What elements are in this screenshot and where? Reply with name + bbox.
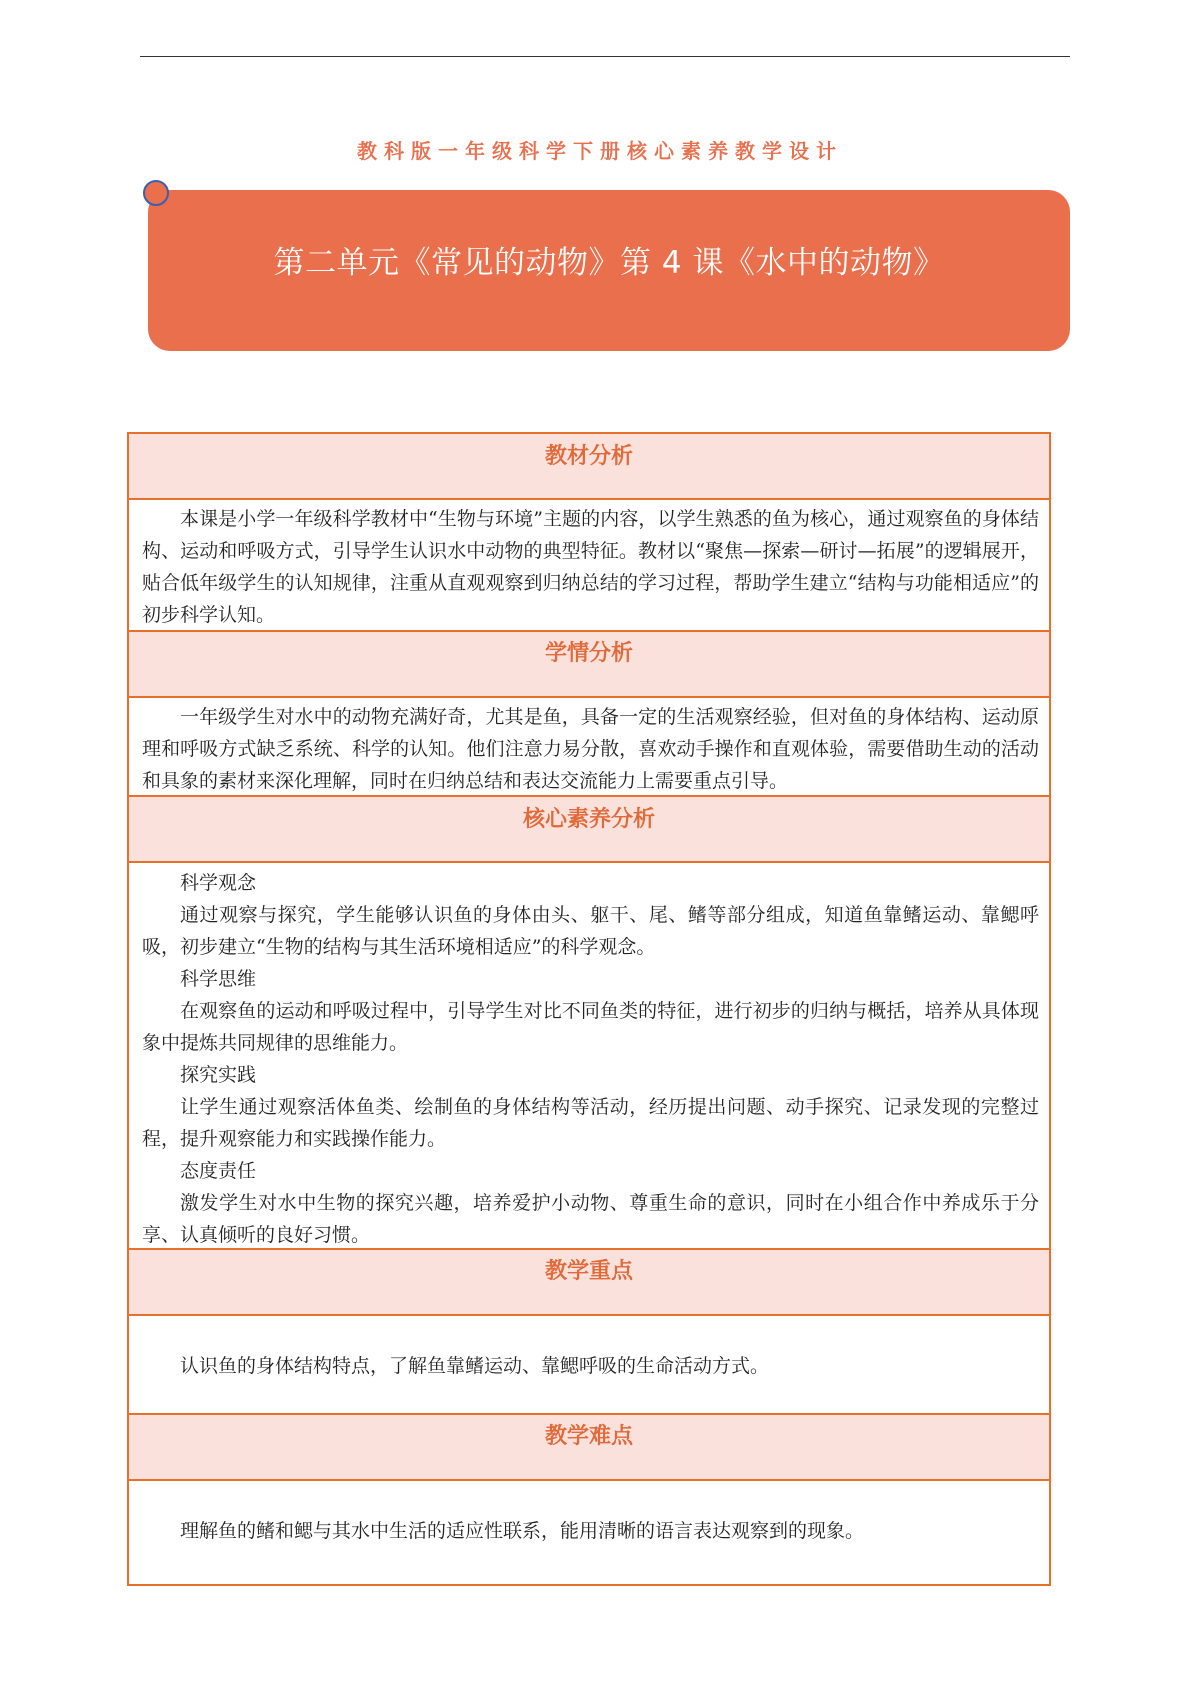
- literacy-item-text: 让学生通过观察活体鱼类、绘制鱼的身体结构等活动，经历提出问题、动手探究、记录发现的完整过程，提升观察能力和实践操作能力。: [142, 1096, 1039, 1150]
- series-title: 教科版一年级科学下册核心素养教学设计: [357, 139, 843, 163]
- literacy-item-title: 探究实践: [180, 1064, 257, 1086]
- section-body-difficulty: [129, 1481, 1049, 1584]
- key-point-text: 认识鱼的身体结构特点，了解鱼靠鳍运动、靠鳃呼吸的生命活动方式。: [180, 1355, 770, 1377]
- student-analysis-text: 一年级学生对水中的动物充满好奇，尤其是鱼，具备一定的生活观察经验，但对鱼的身体结构、运动原理和呼吸方式缺乏系统、科学的认知。他们注意力易分散，喜欢动手操作和直观体验，需要借助生动的活动和具象的素材来深化理解，同时在归纳总结和表达交流能力上需要重点引导。: [142, 706, 1039, 792]
- banner-dot-decoration: [143, 180, 169, 206]
- literacy-item-text: 通过观察与探究，学生能够认识鱼的身体由头、躯干、尾、鳍等部分组成，知道鱼靠鳍运动、靠鳃呼吸，初步建立“生物的结构与其生活环境相适应”的科学观念。: [142, 904, 1039, 958]
- literacy-item-title: 科学观念: [180, 872, 257, 894]
- section-heading-textbook: 教材分析: [129, 434, 1049, 500]
- lesson-title: 第二单元《常见的动物》第 4 课《水中的动物》: [273, 245, 945, 281]
- literacy-item-title: 态度责任: [180, 1160, 257, 1182]
- section-heading-students: 学情分析: [129, 632, 1049, 698]
- section-body-textbook: [129, 500, 1049, 632]
- literacy-item-text: 激发学生对水中生物的探究兴趣，培养爱护小动物、尊重生命的意识，同时在小组合作中养成乐于分享、认真倾听的良好习惯。: [142, 1192, 1039, 1246]
- top-rule: [140, 56, 1070, 57]
- lesson-banner: [148, 190, 1070, 351]
- lesson-design-table: [127, 432, 1051, 1586]
- literacy-item-title: 科学思维: [180, 968, 257, 990]
- section-body-literacy: [129, 863, 1049, 1250]
- literacy-item-text: 在观察鱼的运动和呼吸过程中，引导学生对比不同鱼类的特征，进行初步的归纳与概括，培养从具体现象中提炼共同规律的思维能力。: [142, 1000, 1039, 1054]
- section-heading-difficulty: 教学难点: [129, 1415, 1049, 1481]
- difficulty-text: 理解鱼的鳍和鳃与其水中生活的适应性联系，能用清晰的语言表达观察到的现象。: [180, 1520, 865, 1542]
- section-body-students: [129, 698, 1049, 797]
- textbook-analysis-text: 本课是小学一年级科学教材中“生物与环境”主题的内容，以学生熟悉的鱼为核心，通过观察鱼的身体结构、运动和呼吸方式，引导学生认识水中动物的典型特征。教材以“聚焦—探索—研讨—拓展”的逻辑展开，贴合低年级学生的认知规律，注重从直观观察到归纳总结的学习过程，帮助学生建立“结构与功能相适应”的初步科学认知。: [142, 508, 1039, 626]
- section-heading-key-point: 教学重点: [129, 1250, 1049, 1316]
- section-body-key-point: [129, 1316, 1049, 1415]
- section-heading-literacy: 核心素养分析: [129, 797, 1049, 863]
